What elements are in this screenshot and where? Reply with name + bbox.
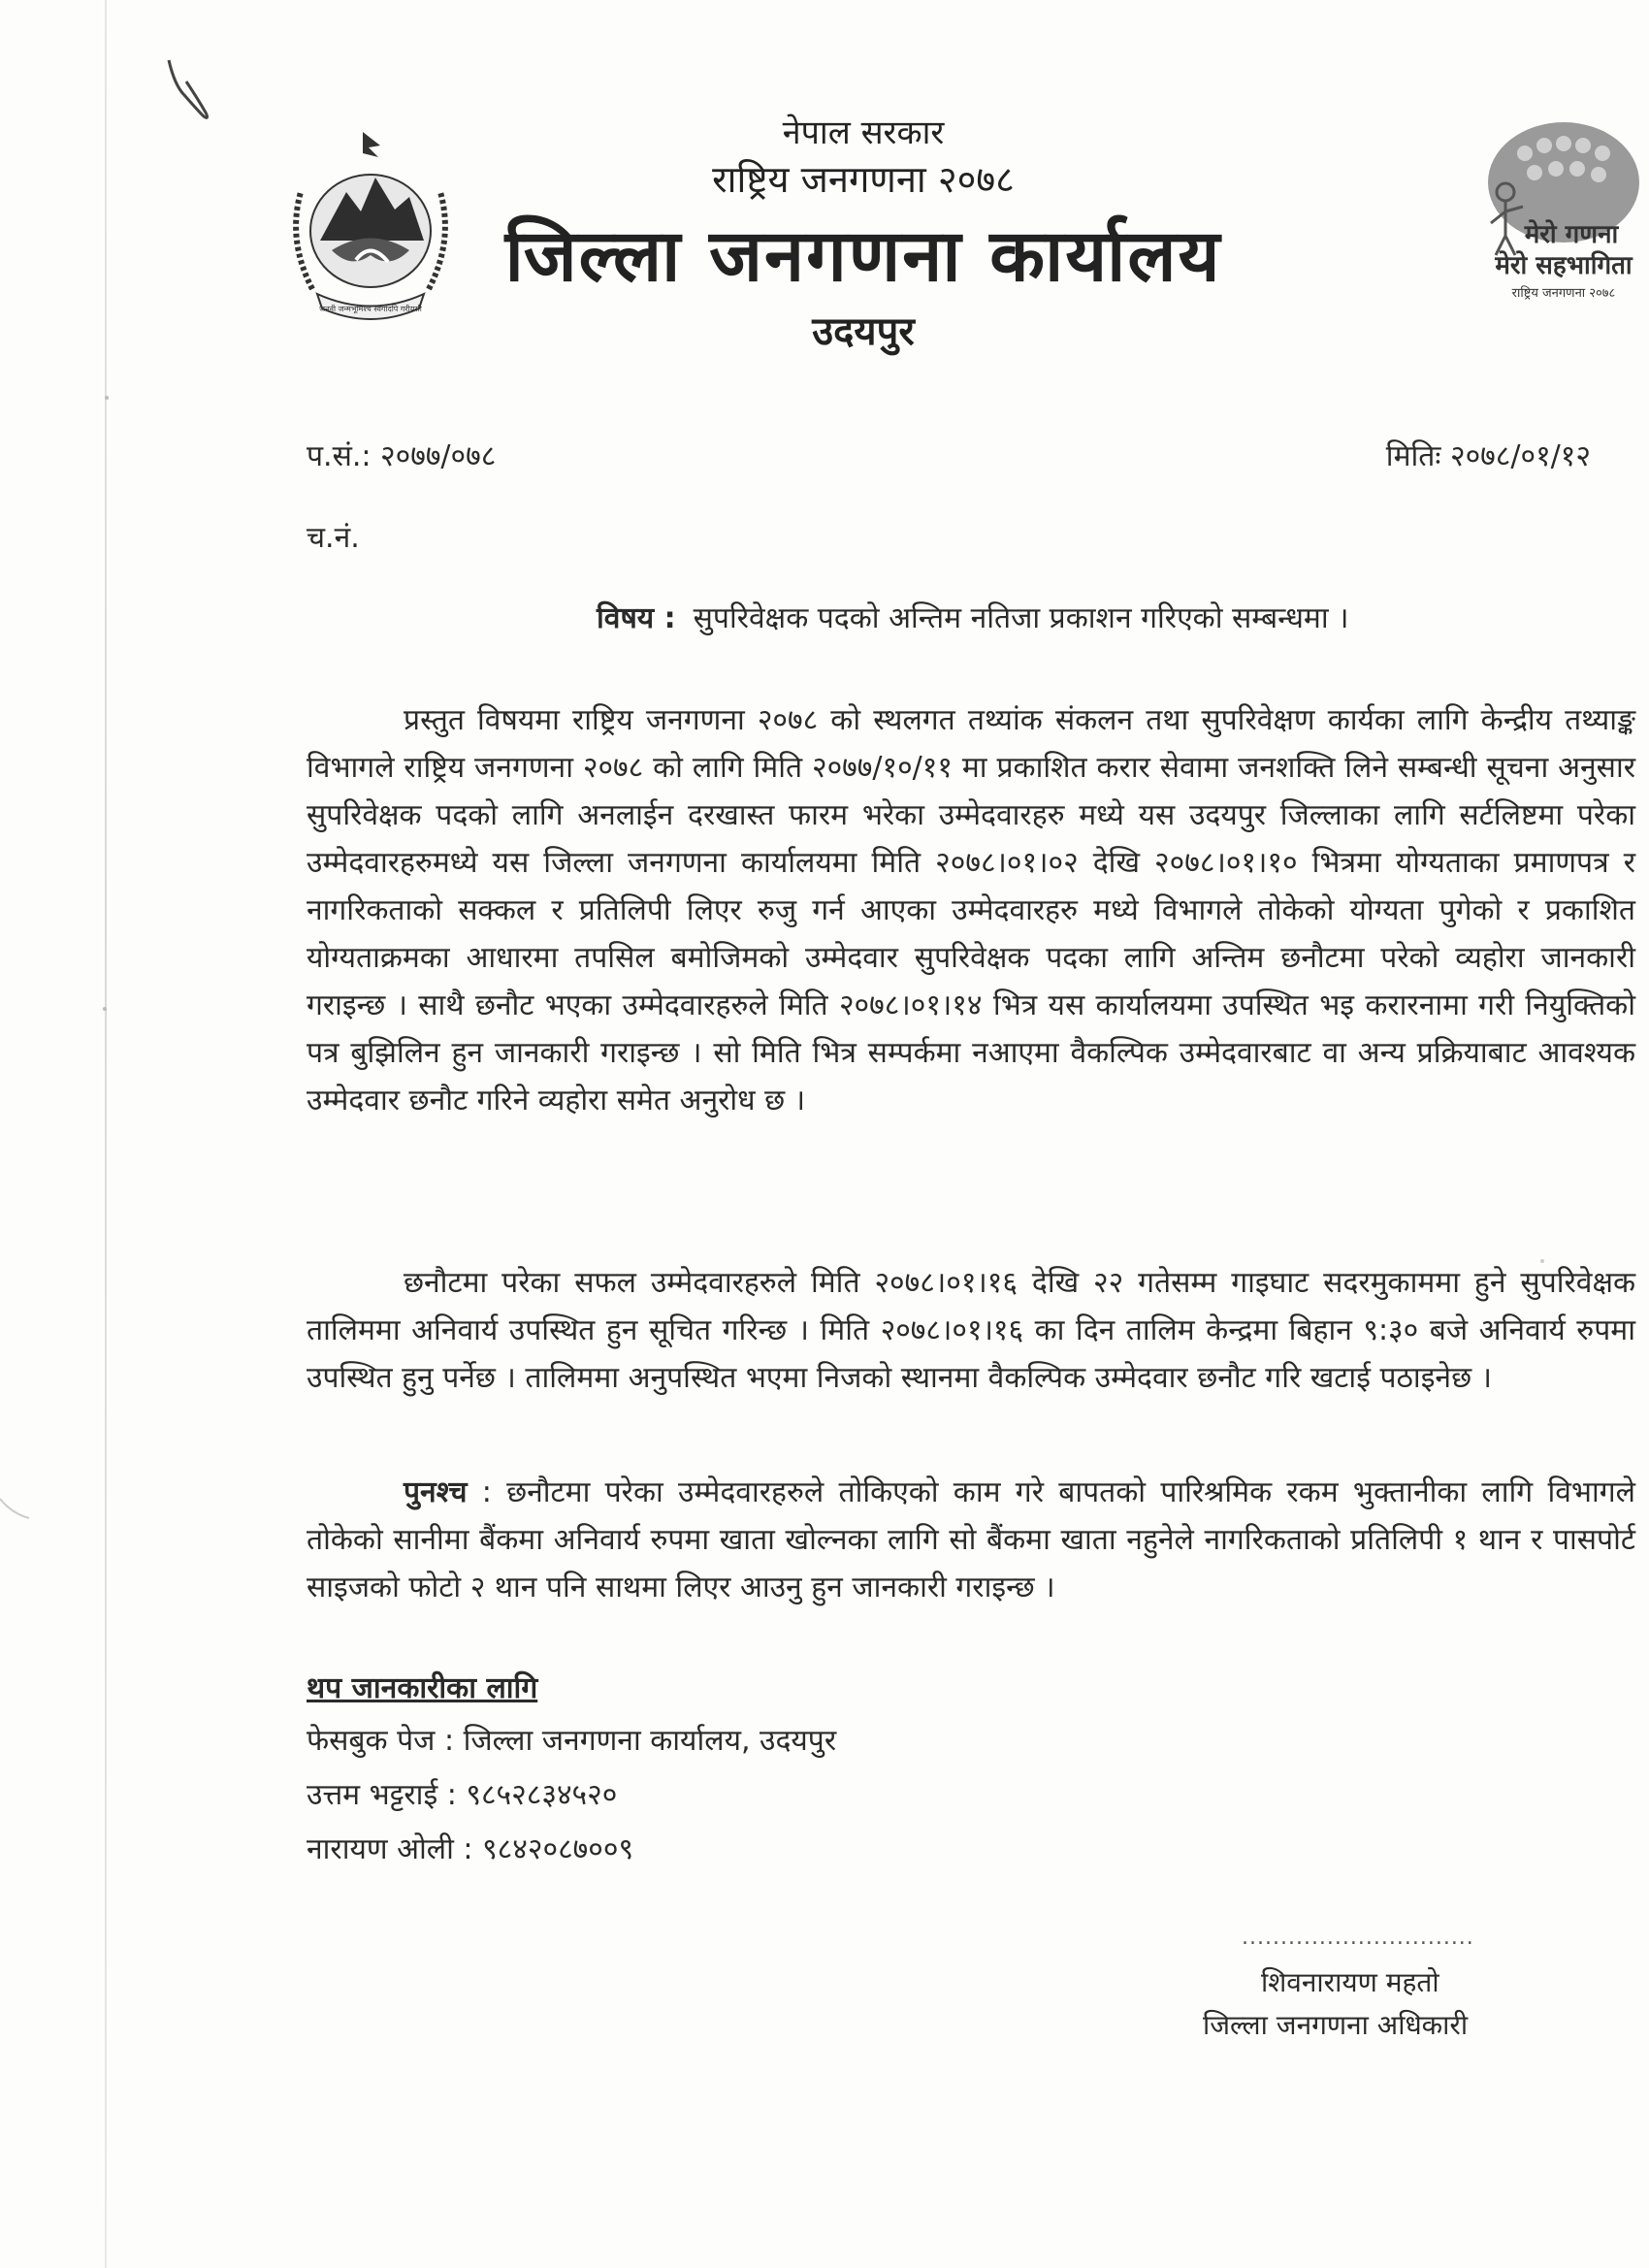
header-government: नेपाल सरकार xyxy=(782,113,945,152)
subject-label: विषय : xyxy=(597,601,676,635)
letter-date: मितिः २०७८/०१/१२ xyxy=(1385,439,1591,473)
signatory-name: शिवनारायण महतो xyxy=(1261,1966,1439,1998)
contact-facebook: फेसबुक पेज : जिल्ला जनगणना कार्यालय, उदयपुर xyxy=(307,1724,837,1758)
postscript-label: पुनश्च xyxy=(404,1475,468,1509)
subject-text: सुपरिवेक्षक पदको अन्तिम नतिजा प्रकाशन गरिएको सम्बन्धमा । xyxy=(693,601,1349,635)
body-paragraph-2: छनौटमा परेका सफल उम्मेदवारहरुले मिति २०७८।०१।१६ देखि २२ गतेसम्म गाइघाट सदरमुकाममा हुने सुपरिवेक्षक तालिममा अनिवार्य उपस्थित हुन सूचित गरिन्छ । मिति २०७८।०१।१६ का दिन तालिम केन्द्रमा बिहान ९:३० बजे अनिवार्य रुपमा उपस्थित हुनु पर्नेछ । तालिममा अनुपस्थित भएमा निजको स्थानमा वैकल्पिक उम्मेदवार छनौट गरि खटाई पठाइनेछ । xyxy=(307,1266,1635,1395)
logo-slogan-line2: मेरो सहभागिता xyxy=(1495,251,1633,280)
contact-heading: थप जानकारीका लागि xyxy=(307,1671,538,1705)
contact-person-1: उत्तम भट्टराई : ९८५२८३४५२० xyxy=(307,1778,618,1812)
svg-text:जननी जन्मभूमिश्च स्वर्गादपि गर: जननी जन्मभूमिश्च स्वर्गादपि गरीयसी xyxy=(319,305,422,313)
signatory-title: जिल्ला जनगणना अधिकारी xyxy=(1203,2009,1469,2041)
body-paragraph-1: प्रस्तुत विषयमा राष्ट्रिय जनगणना २०७८ को स्थलगत तथ्यांक संकलन तथा सुपरिवेक्षण कार्यका लागि केन्द्रीय तथ्याङ्क विभागले राष्ट्रिय जनगणना २०७८ को लागि मिति २०७७/१०/११ मा प्रकाशित करार सेवामा जनशक्ति लिने सम्बन्धी सूचना अनुसार सुपरिवेक्षक पदको लागि अनलाईन दरखास्त फारम भरेका उम्मेदवारहरु मध्ये यस उदयपुर जिल्लाका लागि सर्टलिष्टमा परेका उम्मेदवारहरुमध्ये यस जिल्ला जनगणना कार्यालयमा मिति २०७८।०१।०२ देखि २०७८।०१।१० भित्रमा योग्यताका प्रमाणपत्र र नागरिकताको सक्कल र प्रतिलिपी लिएर रुजु गर्न आएका उम्मेदवारहरु मध्ये विभागले तोकेको योग्यता पुगेको र प्रकाशित योग्यताक्रमका आधारमा तपसिल बमोजिमको उम्मेदवार सुपरिवेक्षक पदका लागि अन्तिम छनौटमा परेको व्यहोरा जानकारी गराइन्छ । साथै छनौट भएका उम्मेदवारहरुले मिति २०७८।०१।१४ भित्र यस कार्यालयमा उपस्थित भइ करारनामा गरी नियुक्तिको पत्र बुझिलिन हुन जानकारी गराइन्छ । सो मिति भित्र सम्पर्कमा नआएमा वैकल्पिक उम्मेदवारबाट वा अन्य प्रक्रियाबाट आवश्यक उम्मेदवार छनौट गरिने व्यहोरा समेत अनुरोध छ । xyxy=(307,703,1635,1118)
postscript-text: : छनौटमा परेका उम्मेदवारहरुले तोकिएको काम गरे बापतको पारिश्रमिक रकम भुक्तानीका लागि विभागले तोकेको सानीमा बैंकमा अनिवार्य रुपमा खाता खोल्नका लागि सो बैंकमा खाता नहुनेले नागरिकताको प्रतिलिपी १ थान र पासपोर्ट साइजको फोटो २ थान पनि साथमा लिएर आउनु हुन जानकारी गराइन्छ । xyxy=(307,1475,1635,1604)
dispatch-number: च.नं. xyxy=(307,521,360,555)
header-office-title: जिल्ला जनगणना कार्यालय xyxy=(504,214,1222,298)
header-census: राष्ट्रिय जनगणना २०७८ xyxy=(712,158,1015,201)
logo-slogan-line1: मेरो गणना xyxy=(1524,220,1619,249)
signature-line: .............................. xyxy=(1242,1926,1474,1950)
logo-caption: राष्ट्रिय जनगणना २०७८ xyxy=(1511,286,1616,301)
header-district: उदयपुर xyxy=(812,309,915,354)
contact-person-2: नारायण ओली : ९८४२०८७००९ xyxy=(307,1832,634,1866)
reference-number: प.सं.: २०७७/०७८ xyxy=(307,439,497,473)
